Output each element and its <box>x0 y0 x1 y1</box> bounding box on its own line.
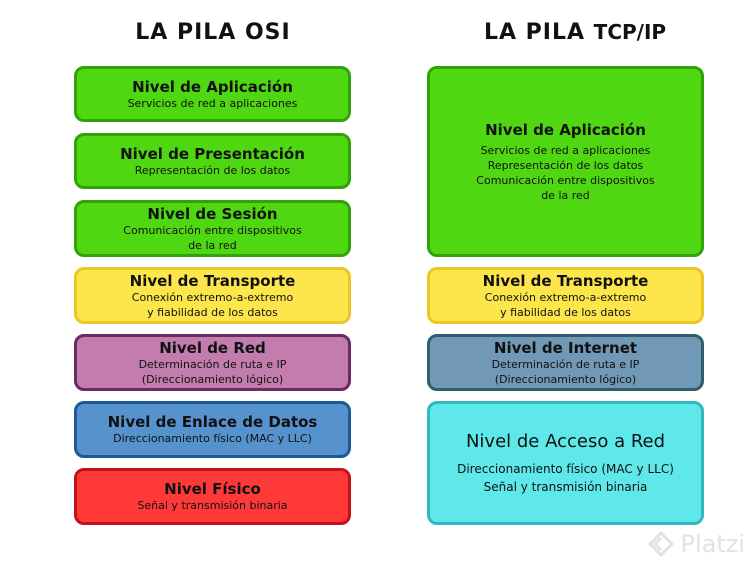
layer-name: Nivel de Acceso a Red <box>465 431 666 452</box>
layer-description: (Direccionamiento lógico) <box>494 372 637 386</box>
osi-layer-presentation <box>74 133 351 189</box>
layer-name: Nivel de Transporte <box>129 271 296 290</box>
layer-description: de la red <box>188 238 237 252</box>
tcpip-layer-network-access <box>427 401 704 525</box>
layer-description: y fiabilidad de los datos <box>147 305 278 319</box>
platzi-watermark <box>648 530 745 558</box>
layer-description: Servicios de red a aplicaciones <box>127 96 298 110</box>
layer-description: Conexión extremo-a-extremo <box>131 290 294 304</box>
layer-description: Representación de los datos <box>487 158 644 172</box>
layer-description: Representación de los datos <box>134 163 291 177</box>
osi-layer-session <box>74 200 351 257</box>
layer-description: y fiabilidad de los datos <box>500 305 631 319</box>
layer-description: Señal y transmisión binaria <box>137 499 288 512</box>
layer-description: de la red <box>541 188 590 202</box>
osi-layer-network <box>74 334 351 391</box>
layer-name: Nivel de Aplicación <box>485 120 646 139</box>
osi-layer-data-link <box>74 401 351 458</box>
osi-layer-physical <box>74 468 351 525</box>
layer-description: Conexión extremo-a-extremo <box>484 290 647 304</box>
layer-name: Nivel de Internet <box>493 338 638 357</box>
layer-description: Determinación de ruta e IP <box>138 357 287 371</box>
layer-description: Direccionamiento físico (MAC y LLC) <box>457 462 674 476</box>
layer-name: Nivel de Enlace de Datos <box>107 413 318 431</box>
watermark-text: Platzi <box>680 530 745 558</box>
layer-description: Determinación de ruta e IP <box>491 357 640 371</box>
layer-name: Nivel Físico <box>164 480 261 498</box>
layer-name: Nivel de Sesión <box>147 204 278 223</box>
osi-layer-transport <box>74 267 351 324</box>
tcpip-title-main: LA PILA <box>483 20 585 45</box>
platzi-logo-icon <box>648 531 674 557</box>
tcpip-layer-application <box>427 66 704 257</box>
layer-name: Nivel de Red <box>159 338 266 357</box>
osi-stack-title: LA PILA OSI <box>135 20 291 45</box>
layer-description: Servicios de red a aplicaciones <box>480 143 651 157</box>
tcpip-layer-transport <box>427 267 704 324</box>
osi-layer-application <box>74 66 351 122</box>
tcpip-stack-title <box>440 20 710 52</box>
layer-name: Nivel de Transporte <box>482 271 649 290</box>
layer-description: Señal y transmisión binaria <box>483 480 648 494</box>
layer-description: Comunicación entre dispositivos <box>123 223 302 237</box>
layer-description: (Direccionamiento lógico) <box>141 372 284 386</box>
layer-description: Comunicación entre dispositivos <box>476 173 655 187</box>
layer-name: Nivel de Presentación <box>120 144 305 163</box>
layer-name: Nivel de Aplicación <box>132 77 293 96</box>
tcpip-layer-internet <box>427 334 704 391</box>
tcpip-title-suffix: TCP/IP <box>593 20 667 44</box>
layer-description: Direccionamiento físico (MAC y LLC) <box>113 432 312 445</box>
